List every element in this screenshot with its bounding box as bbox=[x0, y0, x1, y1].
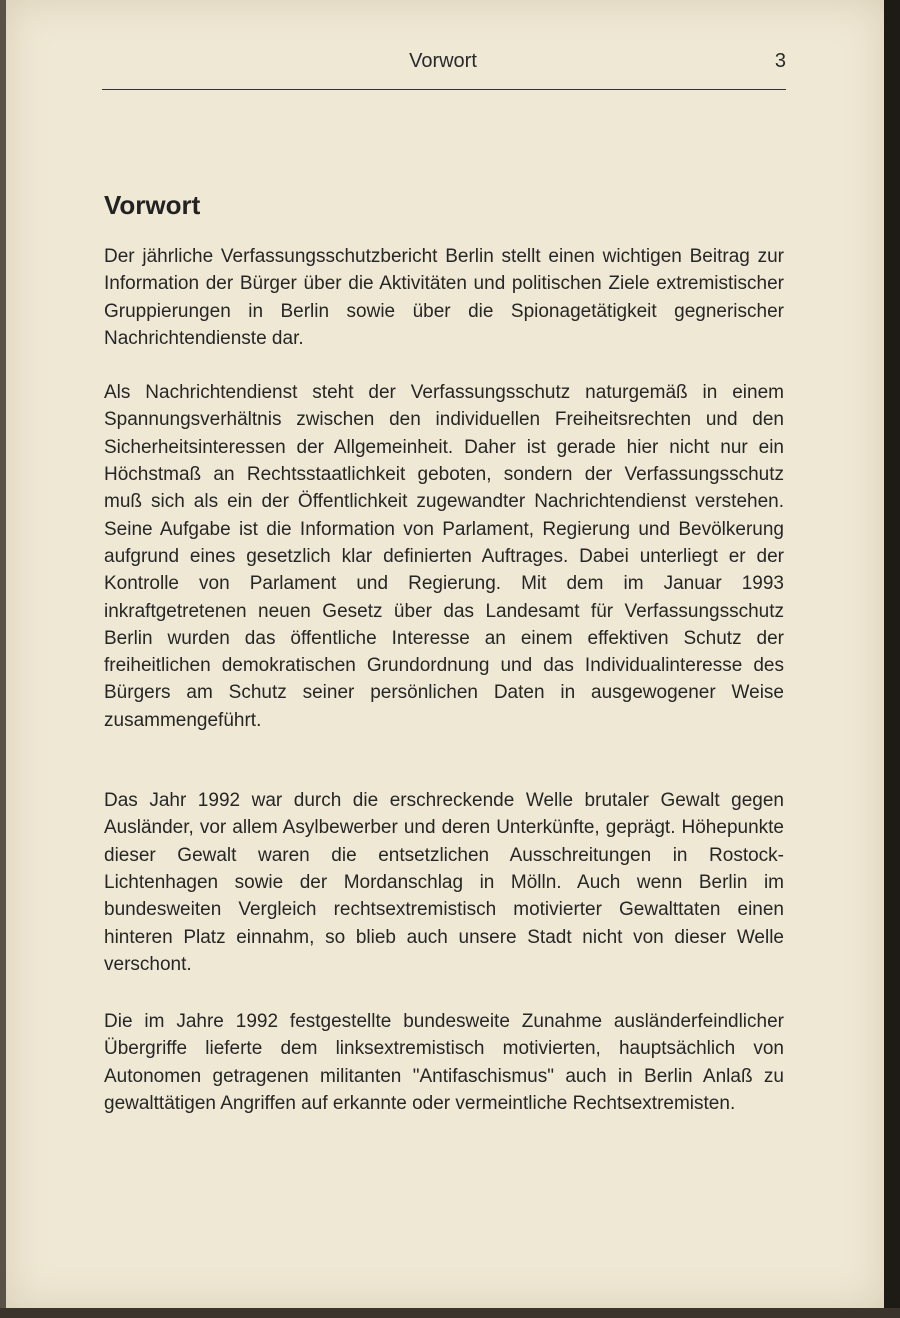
page-right-edge bbox=[884, 0, 900, 1318]
running-header bbox=[100, 50, 786, 80]
paragraph-2: Als Nachrichtendienst steht der Verfassungsschutz naturgemäß in einem Spannungsverhältnis zwischen den individuellen Freiheitsrechten und den Sicherheitsinteressen der Allgemeinheit. Daher ist gerade hier nicht nur ein Höchstmaß an Rechtsstaatlichkeit geboten, sondern der Verfassungsschutz muß sich als ein der Öffentlichkeit zugewandter Nachrichtendienst verstehen. Seine Aufgabe ist die Information von Parlament, Regierung und Bevölkerung aufgrund eines gesetzlich klar definierten Auftrages. Dabei unterliegt er der Kontrolle von Parlament und Regierung. Mit dem im Januar 1993 inkraftgetretenen neuen Gesetz über das Landesamt für Verfassungsschutz Berlin wurden das öffentliche Interesse an einem effektiven Schutz der freiheitlichen demokratischen Grundordnung und das Individualinteresse des Bürgers am Schutz seiner persönlichen Daten in ausgewogener Weise zusammengeführt. bbox=[104, 382, 784, 731]
page-bottom-edge bbox=[0, 1308, 900, 1318]
paragraph-3: Das Jahr 1992 war durch die erschreckende Welle brutaler Gewalt gegen Ausländer, vor allem Asylbewerber und deren Unterkünfte, geprägt. Höhepunkte dieser Gewalt waren die entsetzlichen Ausschreitungen in Rostock-Lichtenhagen sowie der Mordanschlag in Mölln. Auch wenn Berlin im bundesweiten Vergleich rechtsextremistisch motivierter Gewalttaten einen hinteren Platz einnahm, so blieb auch unsere Stadt nicht von dieser Welle verschont. bbox=[104, 790, 784, 975]
paragraph-1: Der jährliche Verfassungsschutzbericht Berlin stellt einen wichtigen Beitrag zur Information der Bürger über die Aktivitäten und politischen Ziele extremistischer Gruppierungen in Berlin sowie über die Spionagetätigkeit gegnerischer Nachrichtendienste dar. bbox=[104, 246, 784, 349]
body-text bbox=[104, 243, 784, 1117]
running-title: Vorwort bbox=[409, 50, 477, 72]
header-rule bbox=[102, 89, 786, 90]
paragraph-4: Die im Jahre 1992 festgestellte bundesweite Zunahme ausländerfeindlicher Übergriffe lieferte dem linksextremistisch motivierten, hauptsächlich von Autonomen getragenen militanten "Antifaschismus" auch in Berlin Anlaß zu gewalttätigen Angriffen auf erkannte oder vermeintliche Rechtsextremisten. bbox=[104, 1011, 784, 1115]
page-number: 3 bbox=[774, 50, 786, 72]
section-heading: Vorwort bbox=[104, 190, 201, 220]
